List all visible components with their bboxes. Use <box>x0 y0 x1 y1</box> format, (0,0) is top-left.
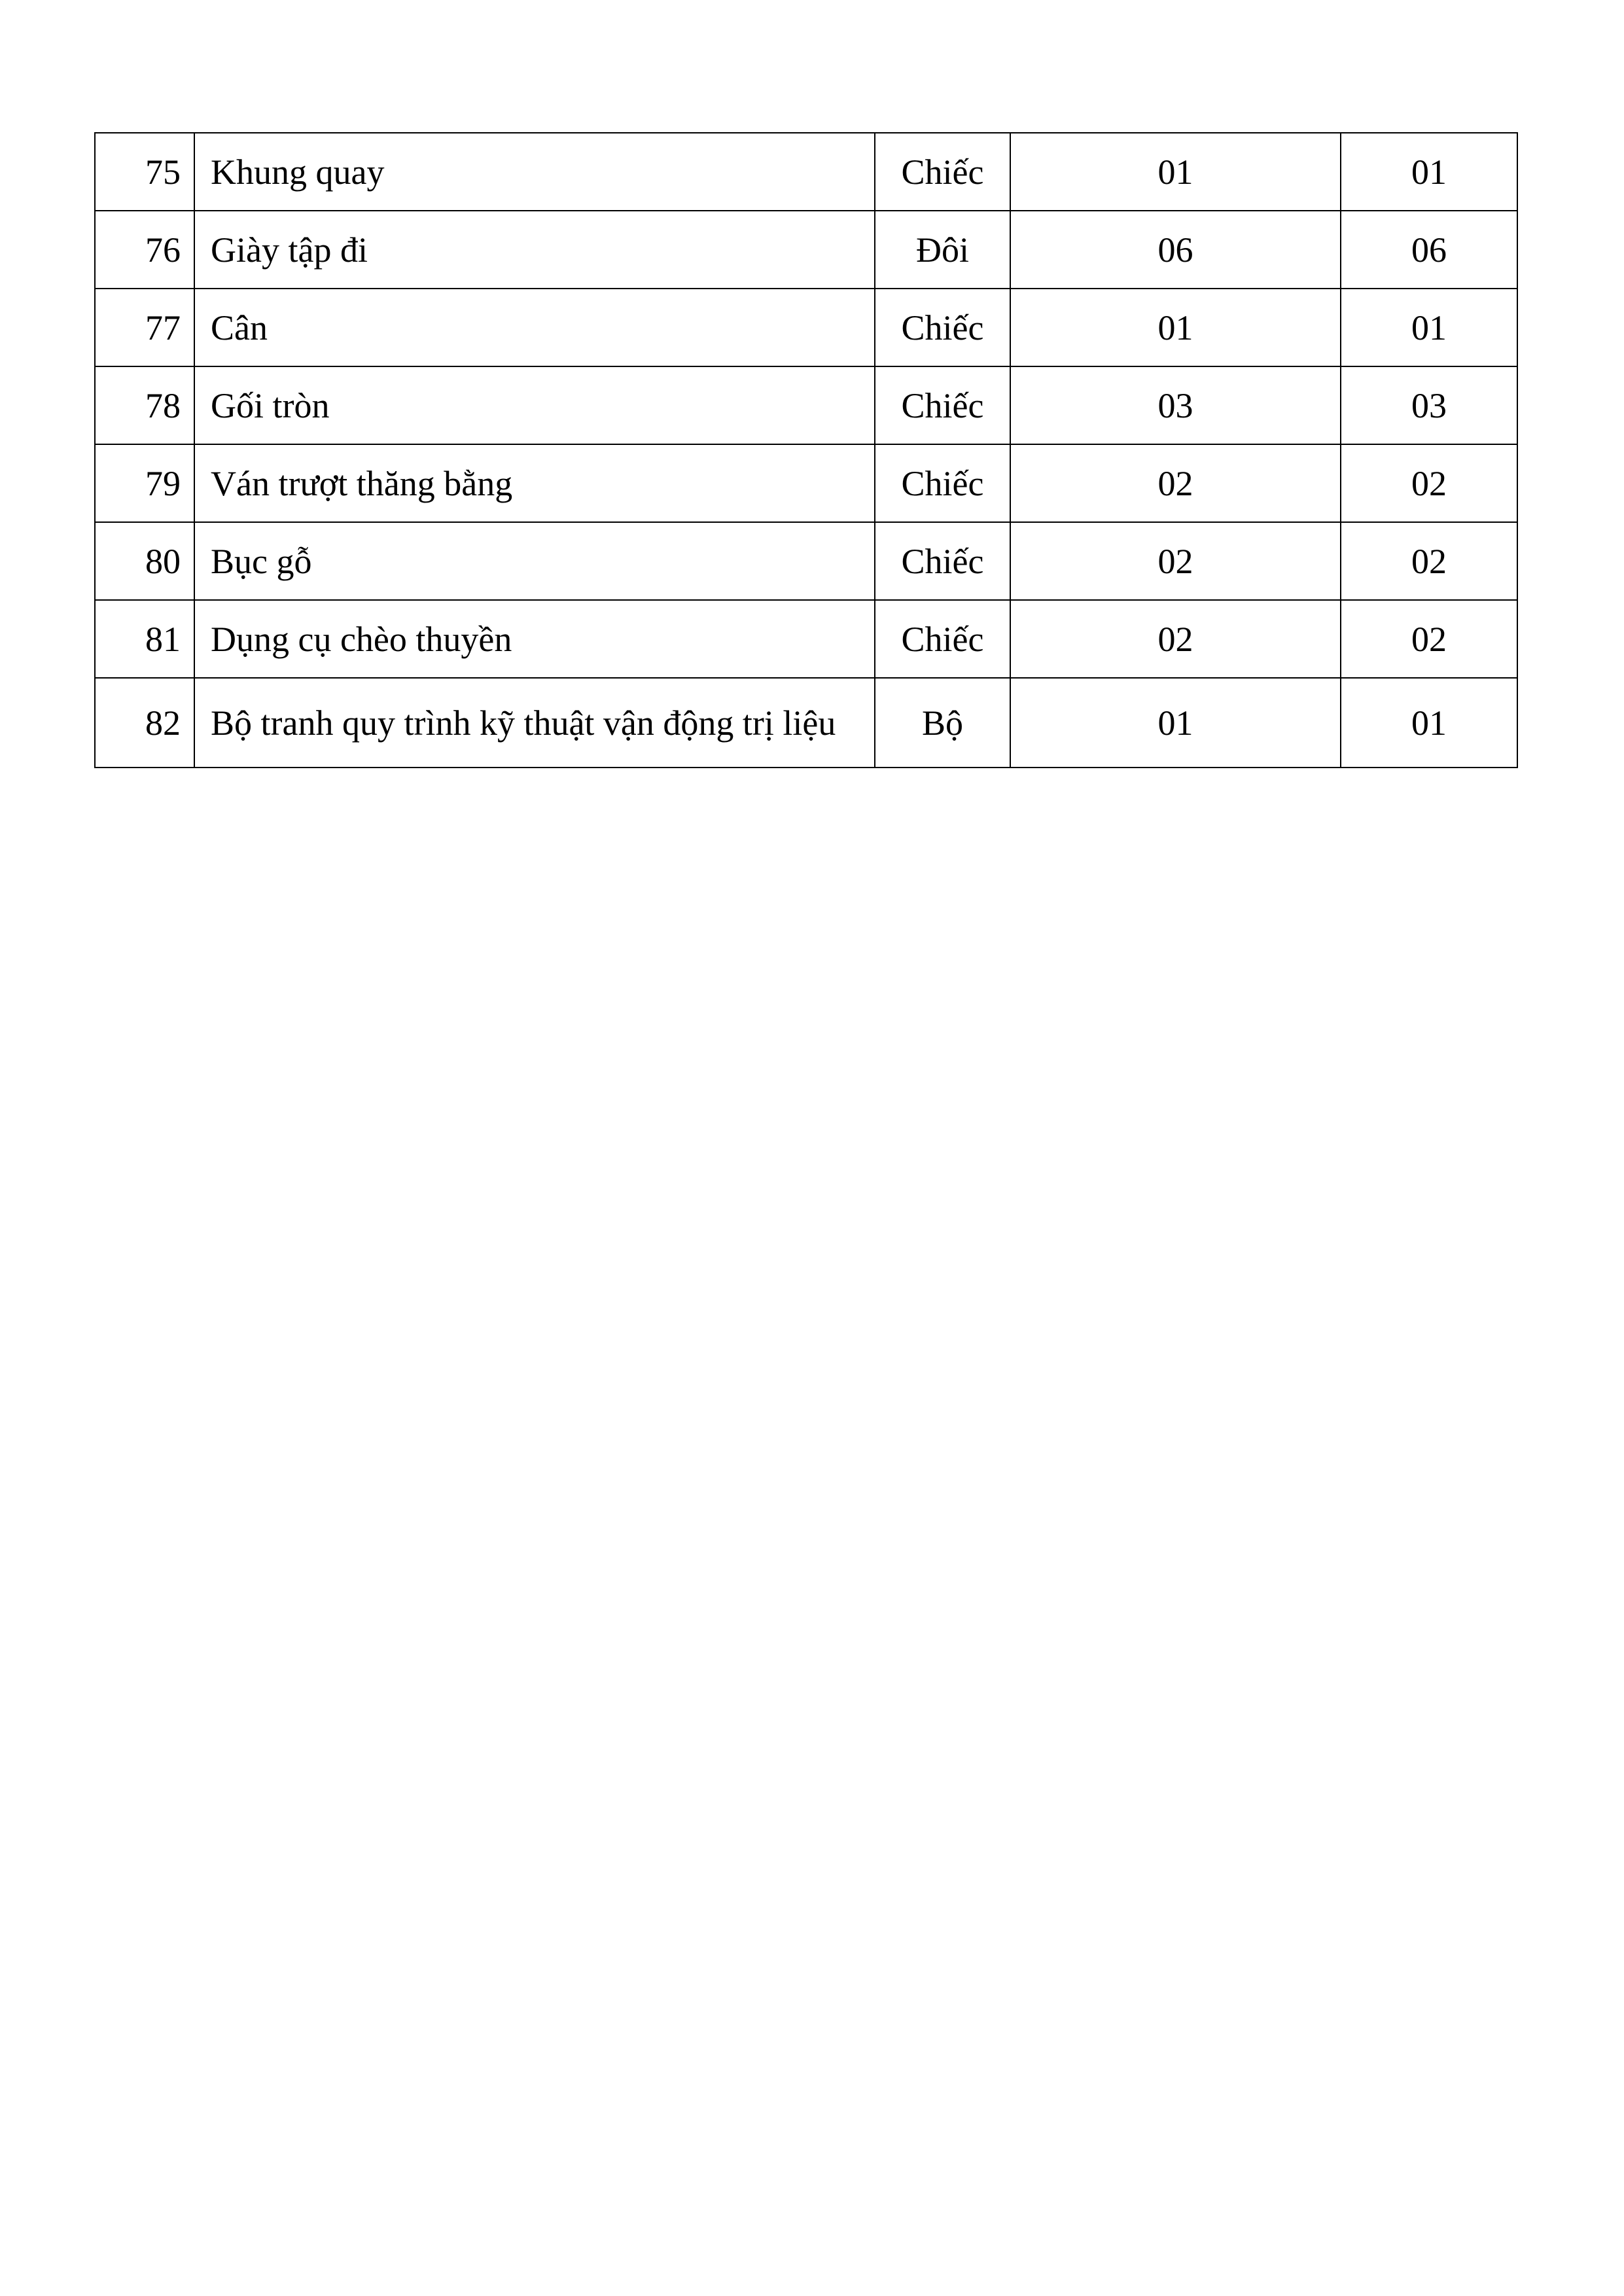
item-quantity-1: 03 <box>1010 366 1341 444</box>
row-number: 79 <box>95 444 194 522</box>
item-unit: Đôi <box>875 211 1010 289</box>
item-name: Bộ tranh quy trình kỹ thuật vận động trị liệu <box>194 678 875 768</box>
row-number: 77 <box>95 289 194 366</box>
item-unit: Chiếc <box>875 444 1010 522</box>
table-row <box>95 211 1517 289</box>
item-quantity-2: 02 <box>1341 600 1517 678</box>
item-name: Giày tập đi <box>194 211 875 289</box>
row-number: 76 <box>95 211 194 289</box>
item-quantity-2: 03 <box>1341 366 1517 444</box>
row-number: 75 <box>95 133 194 211</box>
item-unit: Chiếc <box>875 366 1010 444</box>
item-quantity-2: 01 <box>1341 289 1517 366</box>
item-unit: Chiếc <box>875 133 1010 211</box>
item-name: Bục gỗ <box>194 522 875 600</box>
item-quantity-2: 02 <box>1341 444 1517 522</box>
item-quantity-1: 02 <box>1010 522 1341 600</box>
item-unit: Chiếc <box>875 522 1010 600</box>
item-name: Khung quay <box>194 133 875 211</box>
item-quantity-2: 06 <box>1341 211 1517 289</box>
table-row <box>95 289 1517 366</box>
item-unit: Chiếc <box>875 600 1010 678</box>
item-quantity-2: 02 <box>1341 522 1517 600</box>
item-quantity-1: 02 <box>1010 444 1341 522</box>
item-name: Cân <box>194 289 875 366</box>
table-row <box>95 522 1517 600</box>
item-quantity-1: 02 <box>1010 600 1341 678</box>
item-unit: Chiếc <box>875 289 1010 366</box>
row-number: 80 <box>95 522 194 600</box>
table-row <box>95 366 1517 444</box>
row-number: 81 <box>95 600 194 678</box>
table-row <box>95 678 1517 768</box>
row-number: 82 <box>95 678 194 768</box>
item-quantity-2: 01 <box>1341 133 1517 211</box>
equipment-table <box>94 132 1518 768</box>
table-row <box>95 133 1517 211</box>
table-row <box>95 600 1517 678</box>
item-quantity-1: 01 <box>1010 289 1341 366</box>
item-quantity-2: 01 <box>1341 678 1517 768</box>
item-quantity-1: 01 <box>1010 133 1341 211</box>
item-name: Dụng cụ chèo thuyền <box>194 600 875 678</box>
item-name: Ván trượt thăng bằng <box>194 444 875 522</box>
item-quantity-1: 06 <box>1010 211 1341 289</box>
row-number: 78 <box>95 366 194 444</box>
item-name: Gối tròn <box>194 366 875 444</box>
item-unit: Bộ <box>875 678 1010 768</box>
item-quantity-1: 01 <box>1010 678 1341 768</box>
table-row <box>95 444 1517 522</box>
